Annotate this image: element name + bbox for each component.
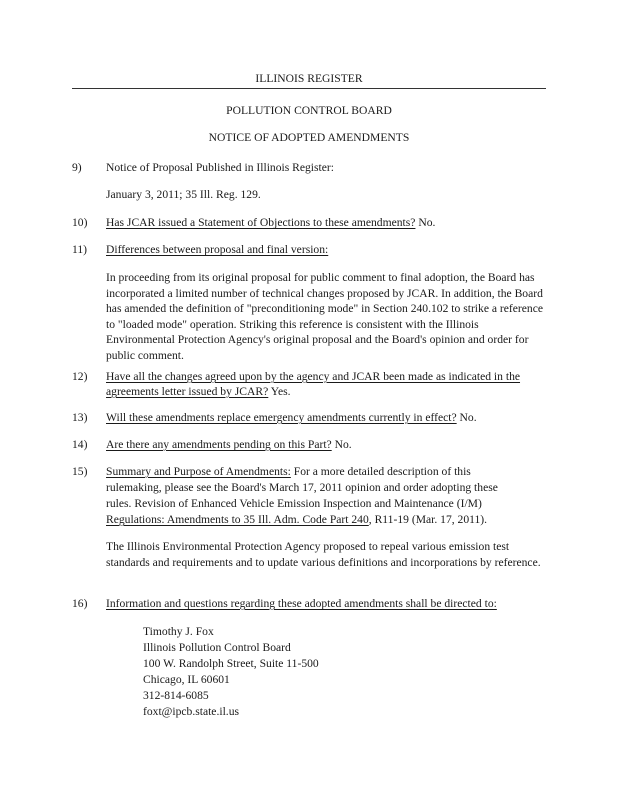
notice-title: NOTICE OF ADOPTED AMENDMENTS xyxy=(208,131,410,144)
item-14-question: Are there any amendments pending on this Part? xyxy=(106,438,332,451)
item-14-number: 14) xyxy=(72,438,88,451)
item-15-line1-rest: For a more detailed description of this xyxy=(290,465,471,478)
item-10-number: 10) xyxy=(72,216,88,229)
item-10-line xyxy=(106,216,435,229)
item-15-line4-rest: , R11-19 (Mar. 17, 2011). xyxy=(368,513,488,526)
item-15-line1 xyxy=(106,465,471,478)
item-10-question: Has JCAR issued a Statement of Objections to these amendments? xyxy=(106,216,416,229)
item-15-line3: rules. Revision of Enhanced Vehicle Emission Inspection and Maintenance (I/M) xyxy=(106,497,482,510)
item-12-question-end: agreements letter issued by JCAR? xyxy=(106,385,269,398)
item-9-text: Notice of Proposal Published in Illinois Register: xyxy=(106,161,334,174)
agency-title: POLLUTION CONTROL BOARD xyxy=(226,104,392,117)
item-15-number: 15) xyxy=(72,465,88,478)
item-15-citation: Regulations: Amendments to 35 Ill. Adm. Code Part 240 xyxy=(106,513,369,526)
item-16-question: Information and questions regarding these adopted amendments shall be directed to: xyxy=(106,597,497,610)
contact-city: Chicago, IL 60601 xyxy=(143,673,230,686)
item-14-answer: No. xyxy=(334,438,352,451)
contact-phone: 312-814-6085 xyxy=(143,689,209,702)
item-9-detail: January 3, 2011; 35 Ill. Reg. 129. xyxy=(106,188,261,201)
item-11-number: 11) xyxy=(72,243,88,256)
item-16-number: 16) xyxy=(72,597,88,610)
item-14-line xyxy=(106,438,352,451)
contact-email: foxt@ipcb.state.il.us xyxy=(143,705,240,718)
item-10-answer: No. xyxy=(418,216,436,229)
item-15-line2: rulemaking, please see the Board's March 17, 2011 opinion and order adopting these xyxy=(106,481,498,494)
item-13-answer: No. xyxy=(459,411,477,424)
contact-organization: Illinois Pollution Control Board xyxy=(143,641,291,654)
item-15-paragraph: The Illinois Environmental Protection Agency proposed to repeal various emission test standards and requirements and to update various definitions and incorporations by reference. xyxy=(106,540,541,569)
item-13-question: Will these amendments replace emergency amendments currently in effect? xyxy=(106,411,457,424)
item-11-question: Differences between proposal and final version: xyxy=(106,243,329,256)
item-15-line4 xyxy=(106,513,487,526)
header-rule xyxy=(72,88,546,89)
item-12-number: 12) xyxy=(72,370,88,383)
item-12-answer: Yes. xyxy=(270,385,291,398)
item-13-number: 13) xyxy=(72,411,88,424)
item-15-summary-heading: Summary and Purpose of Amendments: xyxy=(106,465,291,478)
contact-street: 100 W. Randolph Street, Suite 11-500 xyxy=(143,657,319,670)
contact-name: Timothy J. Fox xyxy=(143,625,214,638)
item-9-number: 9) xyxy=(72,161,82,174)
item-12-line2 xyxy=(106,385,291,398)
item-12-line1: Have all the changes agreed upon by the agency and JCAR been made as indicated in the xyxy=(106,370,521,383)
item-13-line xyxy=(106,411,477,424)
register-title: ILLINOIS REGISTER xyxy=(255,72,363,85)
item-11-paragraph: In proceeding from its original proposal for public comment to final adoption, the Board has incorporated a limited number of technical changes proposed by JCAR. In addition, the Board has amended the definition of "preconditioning mode" in Section 240.102 to strike a reference to "loaded mode" operation. Striking this reference is consistent with the Illinois Environmental Protection Agency's original proposal and the Board's opinion and order for public comment. xyxy=(106,271,544,362)
